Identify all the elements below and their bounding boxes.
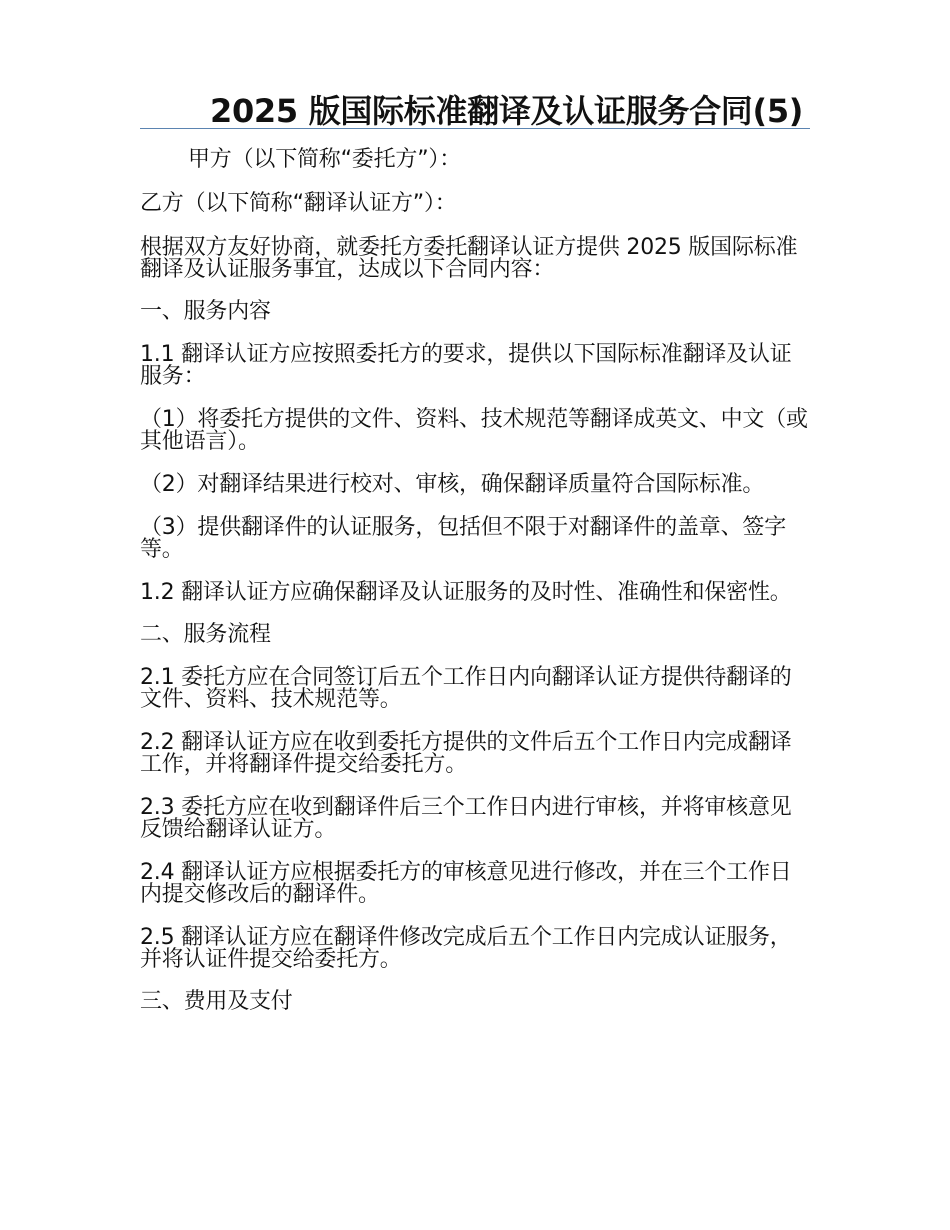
- section-heading-3: 三、费用及支付: [140, 989, 293, 1014]
- section-heading-1: 一、服务内容: [140, 299, 271, 324]
- document-title: 2025 版国际标准翻译及认证服务合同(5): [210, 92, 804, 130]
- party-b-line: 乙方（以下简称“翻译认证方”）：: [140, 191, 457, 216]
- clause-2-2: 2.2 翻译认证方应在收到委托方提供的文件后五个工作日内完成翻译工作，并将翻译件提交给委托方。: [140, 730, 792, 777]
- party-a-line: 甲方（以下简称“委托方”）：: [188, 147, 461, 172]
- clause-2-4: 2.4 翻译认证方应根据委托方的审核意见进行修改，并在三个工作日内提交修改后的翻译件。: [140, 860, 792, 907]
- clause-1-2: 1.2 翻译认证方应确保翻译及认证服务的及时性、准确性和保密性。: [140, 580, 792, 605]
- clause-1-1-item-2: （2）对翻译结果进行校对、审核，确保翻译质量符合国际标准。: [140, 472, 765, 497]
- clause-2-1: 2.1 委托方应在合同签订后五个工作日内向翻译认证方提供待翻译的文件、资料、技术规范等。: [140, 665, 792, 712]
- document-page: [140, 92, 810, 1014]
- preamble-paragraph: 根据双方友好协商，就委托方委托翻译认证方提供 2025 版国际标准翻译及认证服务事宜，达成以下合同内容：: [140, 235, 798, 282]
- clause-2-3: 2.3 委托方应在收到翻译件后三个工作日内进行审核，并将审核意见反馈给翻译认证方。: [140, 795, 792, 842]
- section-heading-2: 二、服务流程: [140, 622, 271, 647]
- clause-1-1: 1.1 翻译认证方应按照委托方的要求，提供以下国际标准翻译及认证服务：: [140, 342, 792, 389]
- clause-1-1-item-3: （3）提供翻译件的认证服务，包括但不限于对翻译件的盖章、签字等。: [140, 515, 786, 562]
- clause-2-5: 2.5 翻译认证方应在翻译件修改完成后五个工作日内完成认证服务，并将认证件提交给委托方。: [140, 925, 792, 972]
- clause-1-1-item-1: （1）将委托方提供的文件、资料、技术规范等翻译成英文、中文（或其他语言）。: [140, 407, 808, 454]
